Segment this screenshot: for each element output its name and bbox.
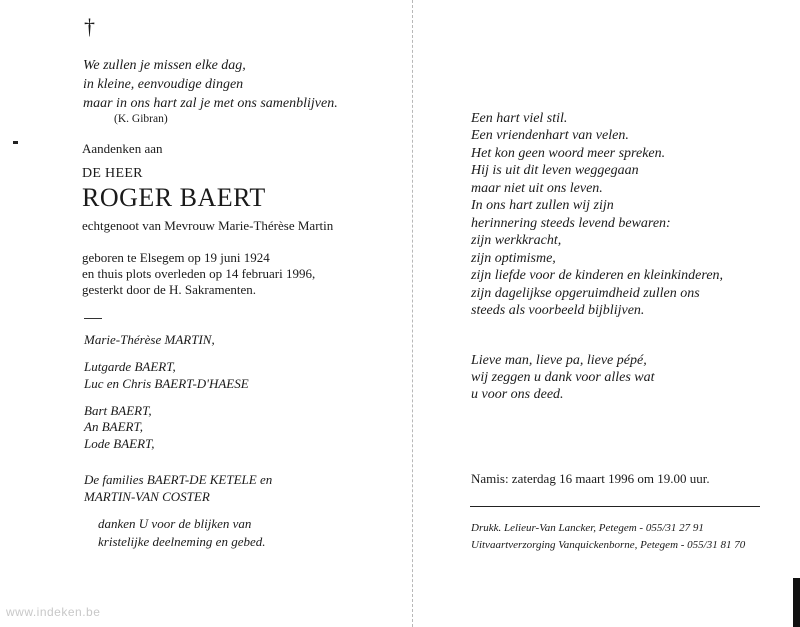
deceased-name: ROGER BAERT: [82, 183, 266, 212]
separator-dash: [84, 318, 102, 319]
scan-edge: [793, 578, 800, 627]
poem-line: herinnering steeds levend bewaren:: [471, 216, 671, 231]
poem-line: zijn dagelijkse opgeruimdheid zullen ons: [471, 286, 700, 301]
thanks-line: danken U voor de blijken van: [98, 516, 252, 531]
poem-line: zijn werkkracht,: [471, 233, 562, 248]
poem-line: steeds als voorbeeld bijblijven.: [471, 303, 645, 318]
bio-line: gesterkt door de H. Sakramenten.: [82, 282, 257, 297]
footer-rule: [470, 506, 760, 507]
poem-line: Een hart viel stil.: [471, 111, 568, 126]
family-line: Lutgarde BAERT,: [84, 359, 176, 374]
scan-speck: [13, 141, 18, 144]
poem-line: maar niet uit ons leven.: [471, 181, 603, 196]
poem-line: zijn liefde voor de kinderen en kleinkinderen,: [471, 268, 724, 283]
farewell-line: Lieve man, lieve pa, lieve pépé,: [471, 353, 647, 368]
namis-line: Namis: zaterdag 16 maart 1996 om 19.00 uur.: [471, 471, 710, 486]
undertaker-line: Uitvaartverzorging Vanquickenborne, Petegem - 055/31 81 70: [471, 539, 746, 551]
family-line: De families BAERT-DE KETELE en: [84, 472, 273, 487]
family-line: Luc en Chris BAERT-D'HAESE: [84, 376, 249, 391]
family-line: An BAERT,: [84, 419, 143, 434]
poem-line: Een vriendenhart van velen.: [471, 128, 629, 143]
poem-line: zijn optimisme,: [471, 251, 556, 266]
bio-line: geboren te Elsegem op 19 juni 1924: [82, 250, 270, 265]
aandenken-label: Aandenken aan: [82, 141, 163, 156]
poem-line: Het kon geen woord meer spreken.: [471, 146, 666, 161]
spouse-line: echtgenoot van Mevrouw Marie-Thérèse Martin: [82, 218, 334, 233]
family-line: MARTIN-VAN COSTER: [84, 489, 210, 504]
title-label: DE HEER: [82, 166, 143, 181]
poem-line: Hij is uit dit leven weggegaan: [471, 163, 639, 178]
thanks-line: kristelijke deelneming en gebed.: [98, 534, 266, 549]
family-line: Lode BAERT,: [84, 436, 155, 451]
family-line: Marie-Thérèse MARTIN,: [84, 332, 215, 347]
watermark: www.indeken.be: [6, 605, 101, 619]
cross-icon: †: [84, 14, 95, 39]
farewell-line: wij zeggen u dank voor alles wat: [471, 370, 655, 385]
fold-line: [412, 0, 413, 627]
family-line: Bart BAERT,: [84, 403, 152, 418]
bio-line: en thuis plots overleden op 14 februari 1996,: [82, 266, 316, 281]
poem-line: maar in ons hart zal je met ons samenblijven.: [83, 96, 338, 111]
poem-author: (K. Gibran): [114, 113, 168, 125]
printer-line: Drukk. Lelieur-Van Lancker, Petegem - 055/31 27 91: [471, 522, 704, 534]
poem-line: In ons hart zullen wij zijn: [471, 198, 614, 213]
poem-line: We zullen je missen elke dag,: [83, 58, 246, 73]
farewell-line: u voor ons deed.: [471, 387, 564, 402]
poem-line: in kleine, eenvoudige dingen: [83, 77, 244, 92]
